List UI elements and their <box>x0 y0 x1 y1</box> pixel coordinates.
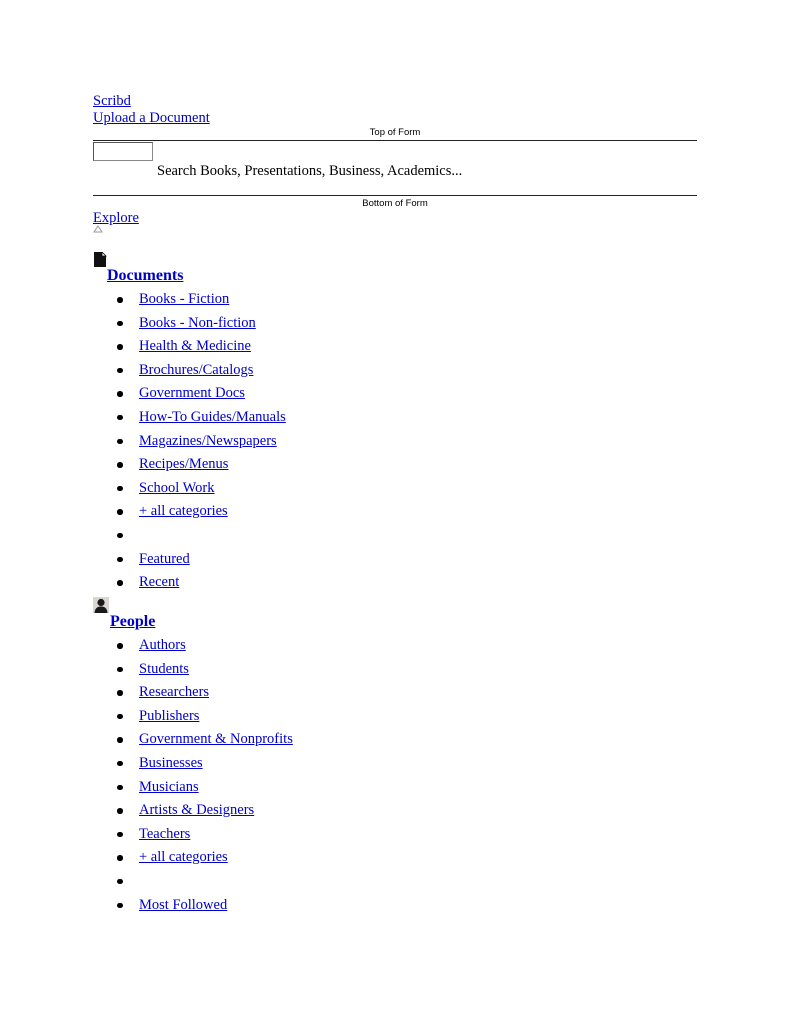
category-link[interactable]: Brochures/Catalogs <box>139 361 254 378</box>
list-item <box>93 551 493 575</box>
list-item <box>93 637 493 661</box>
list-item <box>93 315 493 339</box>
list-item <box>93 731 493 755</box>
list-item <box>93 849 493 873</box>
category-link[interactable]: Authors <box>139 637 186 653</box>
category-link[interactable]: Students <box>139 660 189 677</box>
list-item <box>93 779 493 803</box>
document-icon <box>93 252 107 268</box>
category-link[interactable]: Books - Non-fiction <box>139 314 256 331</box>
category-link[interactable]: Musicians <box>139 778 199 795</box>
list-item <box>93 574 493 598</box>
list-item <box>93 684 493 708</box>
list-item <box>93 826 493 850</box>
category-link[interactable]: School Work <box>139 479 215 496</box>
category-link[interactable]: Government Docs <box>139 385 245 402</box>
list-item <box>93 338 493 362</box>
recent-link[interactable]: Recent <box>139 574 180 591</box>
documents-heading-link[interactable]: Documents <box>107 267 184 284</box>
upload-document-link[interactable]: Upload a Document <box>93 110 210 126</box>
category-link[interactable]: Businesses <box>139 754 203 771</box>
form-bottom-divider <box>93 195 697 196</box>
category-link[interactable]: How-To Guides/Manuals <box>139 408 286 425</box>
all-categories-link[interactable]: + all categories <box>139 503 228 520</box>
category-link[interactable]: Government & Nonprofits <box>139 731 293 748</box>
category-link[interactable]: Publishers <box>139 707 200 724</box>
category-link[interactable]: Magazines/Newspapers <box>139 432 277 449</box>
documents-category-list <box>93 291 493 598</box>
category-link[interactable]: Recipes/Menus <box>139 456 229 473</box>
search-input[interactable] <box>93 142 153 161</box>
people-heading-link[interactable]: People <box>110 613 156 630</box>
list-item <box>93 362 493 386</box>
category-link[interactable]: Researchers <box>139 684 210 701</box>
list-item-empty <box>93 527 493 551</box>
scribd-home-link[interactable]: Scribd <box>93 93 131 109</box>
most-followed-link[interactable]: Most Followed <box>139 896 228 913</box>
featured-link[interactable]: Featured <box>139 550 190 567</box>
all-categories-link[interactable]: + all categories <box>139 849 228 866</box>
list-item <box>93 409 493 433</box>
list-item <box>93 480 493 504</box>
list-item <box>93 755 493 779</box>
person-icon <box>93 597 109 613</box>
list-item <box>93 433 493 457</box>
list-item <box>93 708 493 732</box>
category-link[interactable]: Artists & Designers <box>139 802 255 819</box>
explore-link[interactable]: Explore <box>93 210 139 226</box>
people-category-list <box>93 637 493 920</box>
bottom-of-form-label: Bottom of Form <box>362 198 428 209</box>
list-item <box>93 456 493 480</box>
category-link[interactable]: Health & Medicine <box>139 338 251 355</box>
top-of-form-label: Top of Form <box>369 127 421 138</box>
list-item <box>93 802 493 826</box>
form-top-divider <box>93 140 697 141</box>
category-link[interactable]: Books - Fiction <box>139 291 230 307</box>
list-item <box>93 291 493 315</box>
list-item <box>93 503 493 527</box>
list-item <box>93 661 493 685</box>
explore-arrow-icon[interactable] <box>93 225 103 233</box>
category-link[interactable]: Teachers <box>139 825 191 842</box>
search-hint-text: Search Books, Presentations, Business, Academics... <box>157 163 463 179</box>
list-item <box>93 385 493 409</box>
list-item-empty <box>93 873 493 897</box>
list-item <box>93 897 493 921</box>
